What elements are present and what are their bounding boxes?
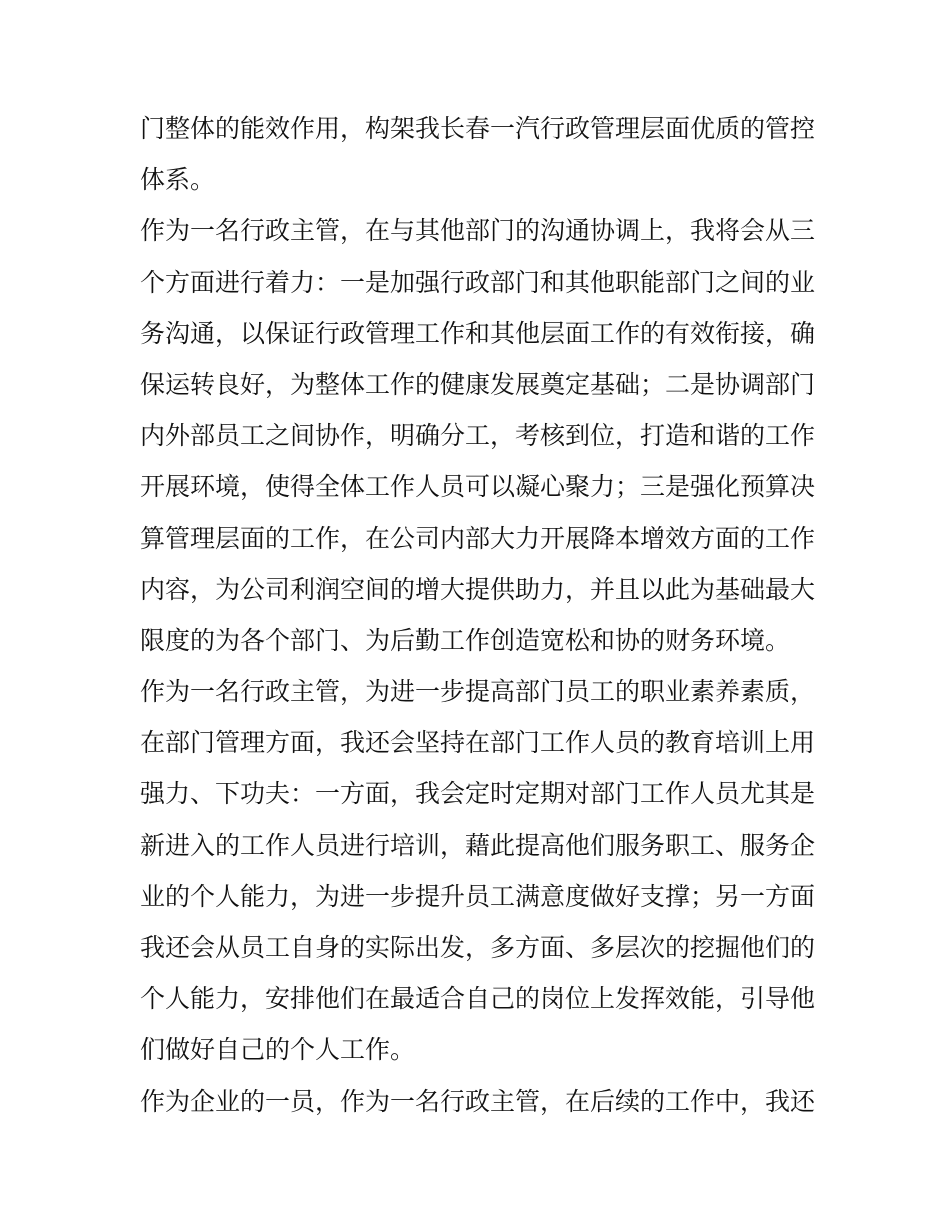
text-line: 开展环境，使得全体工作人员可以凝心聚力；三是强化预算决: [140, 472, 816, 502]
text-line: 体系。: [140, 165, 216, 195]
text-line: 业的个人能力，为进一步提升员工满意度做好支撑；另一方面: [140, 881, 816, 911]
text-line: 作为企业的一员，作为一名行政主管，在后续的工作中，我还: [140, 1086, 816, 1116]
text-line: 门整体的能效作用，构架我长春一汽行政管理层面优质的管控: [140, 114, 816, 143]
text-line: 我还会从员工自身的实际出发，多方面、多层次的挖掘他们的: [140, 933, 816, 962]
text-line: 在部门管理方面，我还会坚持在部门工作人员的教育培训上用: [140, 728, 816, 758]
text-line: 们做好自己的个人工作。: [140, 1035, 416, 1065]
text-line: 内容，为公司利润空间的增大提供助力，并且以此为基础最大: [140, 574, 816, 604]
text-line: 限度的为各个部门、为后勤工作创造宽松和协的财务环境。: [140, 625, 791, 655]
text-line: 个方面进行着力：一是加强行政部门和其他职能部门之间的业: [140, 267, 816, 297]
text-line: 算管理层面的工作，在公司内部大力开展降本增效方面的工作: [140, 523, 816, 553]
text-line: 务沟通，以保证行政管理工作和其他层面工作的有效衔接，确: [140, 318, 816, 348]
text-line: 个人能力，安排他们在最适合自己的岗位上发挥效能，引导他: [140, 984, 816, 1014]
text-line: 作为一名行政主管，在与其他部门的沟通协调上，我将会从三: [140, 216, 816, 246]
text-line: 保运转良好，为整体工作的健康发展奠定基础；二是协调部门: [140, 369, 816, 399]
text-line: 强力、下功夫：一方面，我会定时定期对部门工作人员尤其是: [140, 779, 816, 809]
text-line: 新进入的工作人员进行培训，藉此提高他们服务职工、服务企: [140, 830, 816, 860]
text-line: 内外部员工之间协作，明确分工，考核到位，打造和谐的工作: [140, 421, 816, 451]
body-text: [140, 103, 820, 1127]
text-line: 作为一名行政主管，为进一步提高部门员工的职业素养素质，: [140, 677, 816, 707]
